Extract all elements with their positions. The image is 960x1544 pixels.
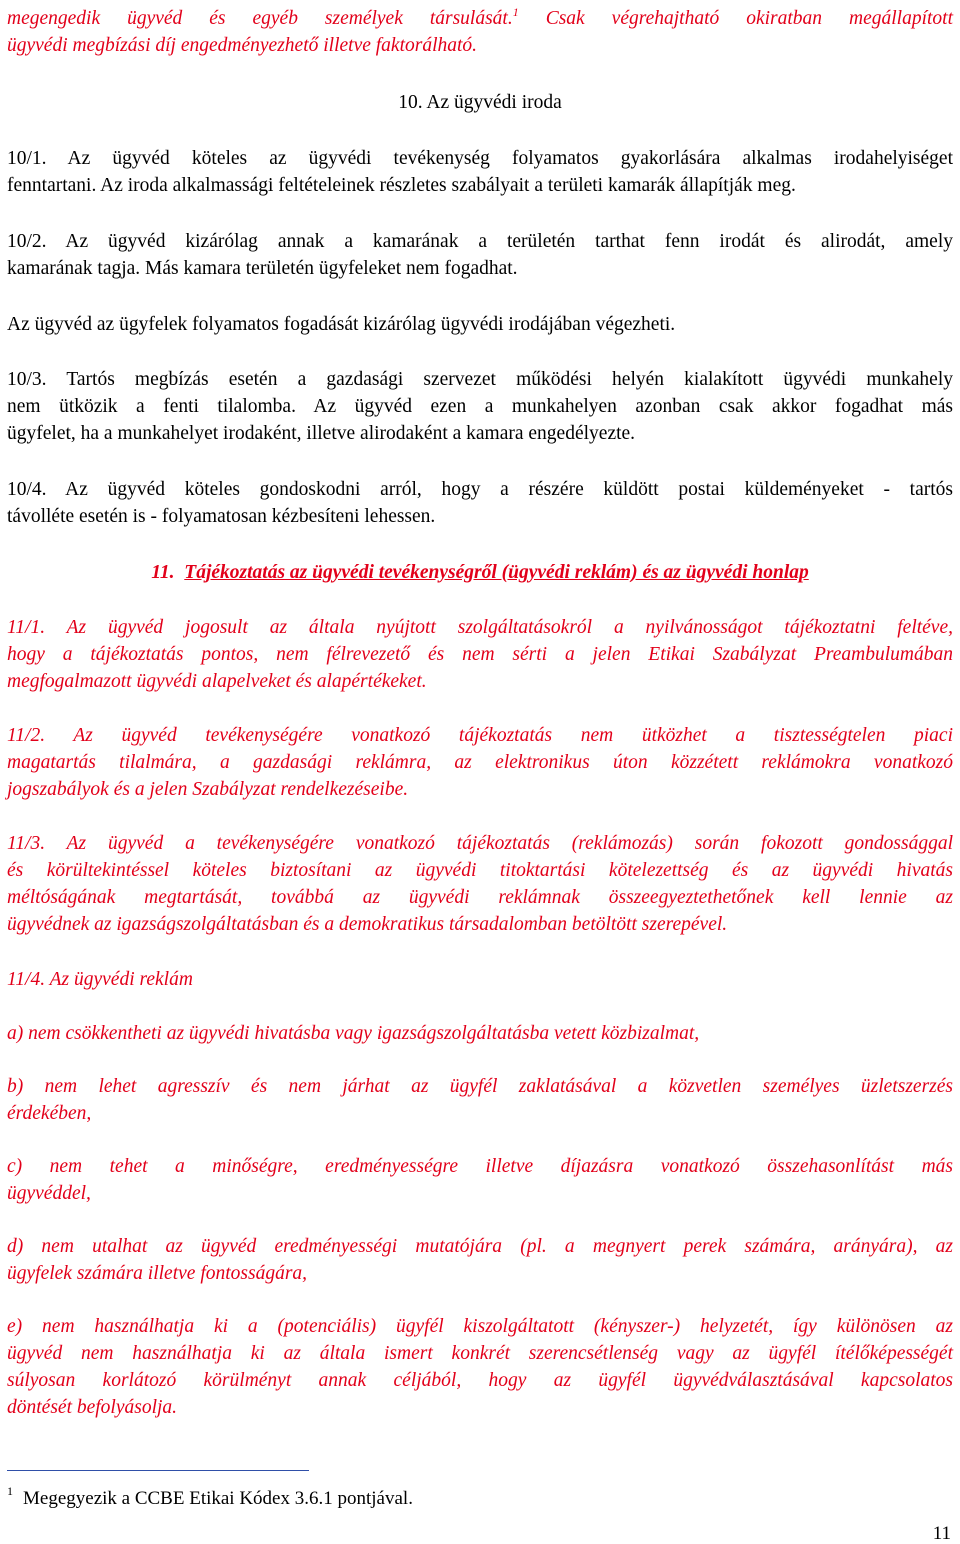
footnote-mark: 1 [7,1484,13,1498]
continuation-paragraph [7,5,953,59]
list-item-a: a) nem csökkentheti az ügyvédi hivatásba vagy igazságszolgáltatásba vetett közbizalmat, [7,1023,700,1044]
paragraph-10-3: 10/3. Tartós megbízás esetén a gazdasági szervezet működési helyén kialakított ügyvédi munkahely nem ütközik a fenti tilalomba. Az ügyvéd ezen a munkahelyen azonban csak akkor fogadhat más ügyfelet, ha a munkahelyet irodaként, illetve alirodaként a kamara engedélyezte. [7,369,953,444]
continuation-line-2: ügyvédi megbízási díj engedményezhető illetve faktorálható. [7,35,478,56]
paragraph-10-2-client-reception: Az ügyvéd az ügyfelek folyamatos fogadását kizárólag ügyvédi irodájában végezheti. [7,314,676,335]
footnote-text: Megegyezik a CCBE Etikai Kódex 3.6.1 pontjával. [23,1488,413,1509]
section-11-number: 11. [151,562,175,583]
paragraph-10-1: 10/1. Az ügyvéd köteles az ügyvédi tevékenység folyamatos gyakorlására alkalmas irodahelyiséget fenntartani. Az iroda alkalmassági feltételeinek részletes szabályait a területi kamarák állapítják meg. [7,148,953,196]
footnote [7,1485,413,1512]
paragraph-11-4: 11/4. Az ügyvédi reklám [7,969,193,990]
footnote-reference[interactable]: 1 [512,5,519,19]
paragraph-11-3: 11/3. Az ügyvéd a tevékenységére vonatkozó tájékoztatás (reklámozás) során fokozott gondossággal és körültekintéssel köteles biztosítani az ügyvédi titoktartási kötelezettség és az ügyvédi hivatás méltóságának megtartását, továbbá az ügyvédi reklámnak összeegyeztethetőnek kell lennie az ügyvédnek az igazságszolgáltatásban és a demokratikus társadalomban betöltött szerepével. [7,833,953,935]
paragraph-11-1: 11/1. Az ügyvéd jogosult az általa nyújtott szolgáltatásokról a nyilvánosságot tájékoztatni feltéve, hogy a tájékoztatás pontos, nem félrevezető és nem sérti a jelen Etikai Szabályzat Preambulumában megfogalmazott ügyvédi alapelveket és alapértékeket. [7,617,953,692]
list-item-c: c) nem tehet a minőségre, eredményességre illetve díjazásra vonatkozó összehasonlítást más ügyvéddel, [7,1156,953,1204]
section-11-heading [0,559,960,586]
paragraph-10-2: 10/2. Az ügyvéd kizárólag annak a kamarának a területén tarthat fenn irodát és alirodát, amely kamarának tagja. Más kamara területén ügyfeleket nem fogadhat. [7,231,953,279]
list-item-d: d) nem utalhat az ügyvéd eredményességi mutatójára (pl. a megnyert perek számára, arányára), az ügyfelek számára illetve fontosságára, [7,1236,953,1284]
paragraph-10-4: 10/4. Az ügyvéd köteles gondoskodni arról, hogy a részére küldött postai küldeményeket - tartós távolléte esetén is - folyamatosan kézbesíteni lehessen. [7,479,953,527]
list-item-e: e) nem használhatja ki a (potenciális) ügyfél kiszolgáltatott (kényszer-) helyzetét, így különösen az ügyvéd nem használhatja ki az általa ismert konkrét szerencsétlenség vagy az ügyfél ítélőképességét súlyosan korlátozó körülményt annak céljából, hogy az ügyfél ügyvédválasztásával kapcsolatos döntését befolyásolja. [7,1316,953,1418]
footnote-separator [7,1470,309,1471]
section-10-heading: 10. Az ügyvédi iroda [398,92,562,113]
list-item-b: b) nem lehet agresszív és nem járhat az ügyfél zaklatásával a közvetlen személyes üzletszerzés érdekében, [7,1076,953,1124]
paragraph-11-2: 11/2. Az ügyvéd tevékenységére vonatkozó tájékoztatás nem ütközhet a tisztességtelen piaci magatartás tilalmára, a gazdasági reklámra, az elektronikus úton közzétett reklámokra vonatkozó jogszabályok és a jelen Szabályzat rendelkezéseibe. [7,725,953,800]
continuation-line-1: megengedik ügyvéd és egyéb személyek társulását.$^1$ Csak végrehajtható okiratban megállapított [7,5,954,29]
page-number: 11 [932,1523,951,1544]
section-11-title: Tájékoztatás az ügyvédi tevékenységről (ügyvédi reklám) és az ügyvédi honlap [184,562,809,583]
